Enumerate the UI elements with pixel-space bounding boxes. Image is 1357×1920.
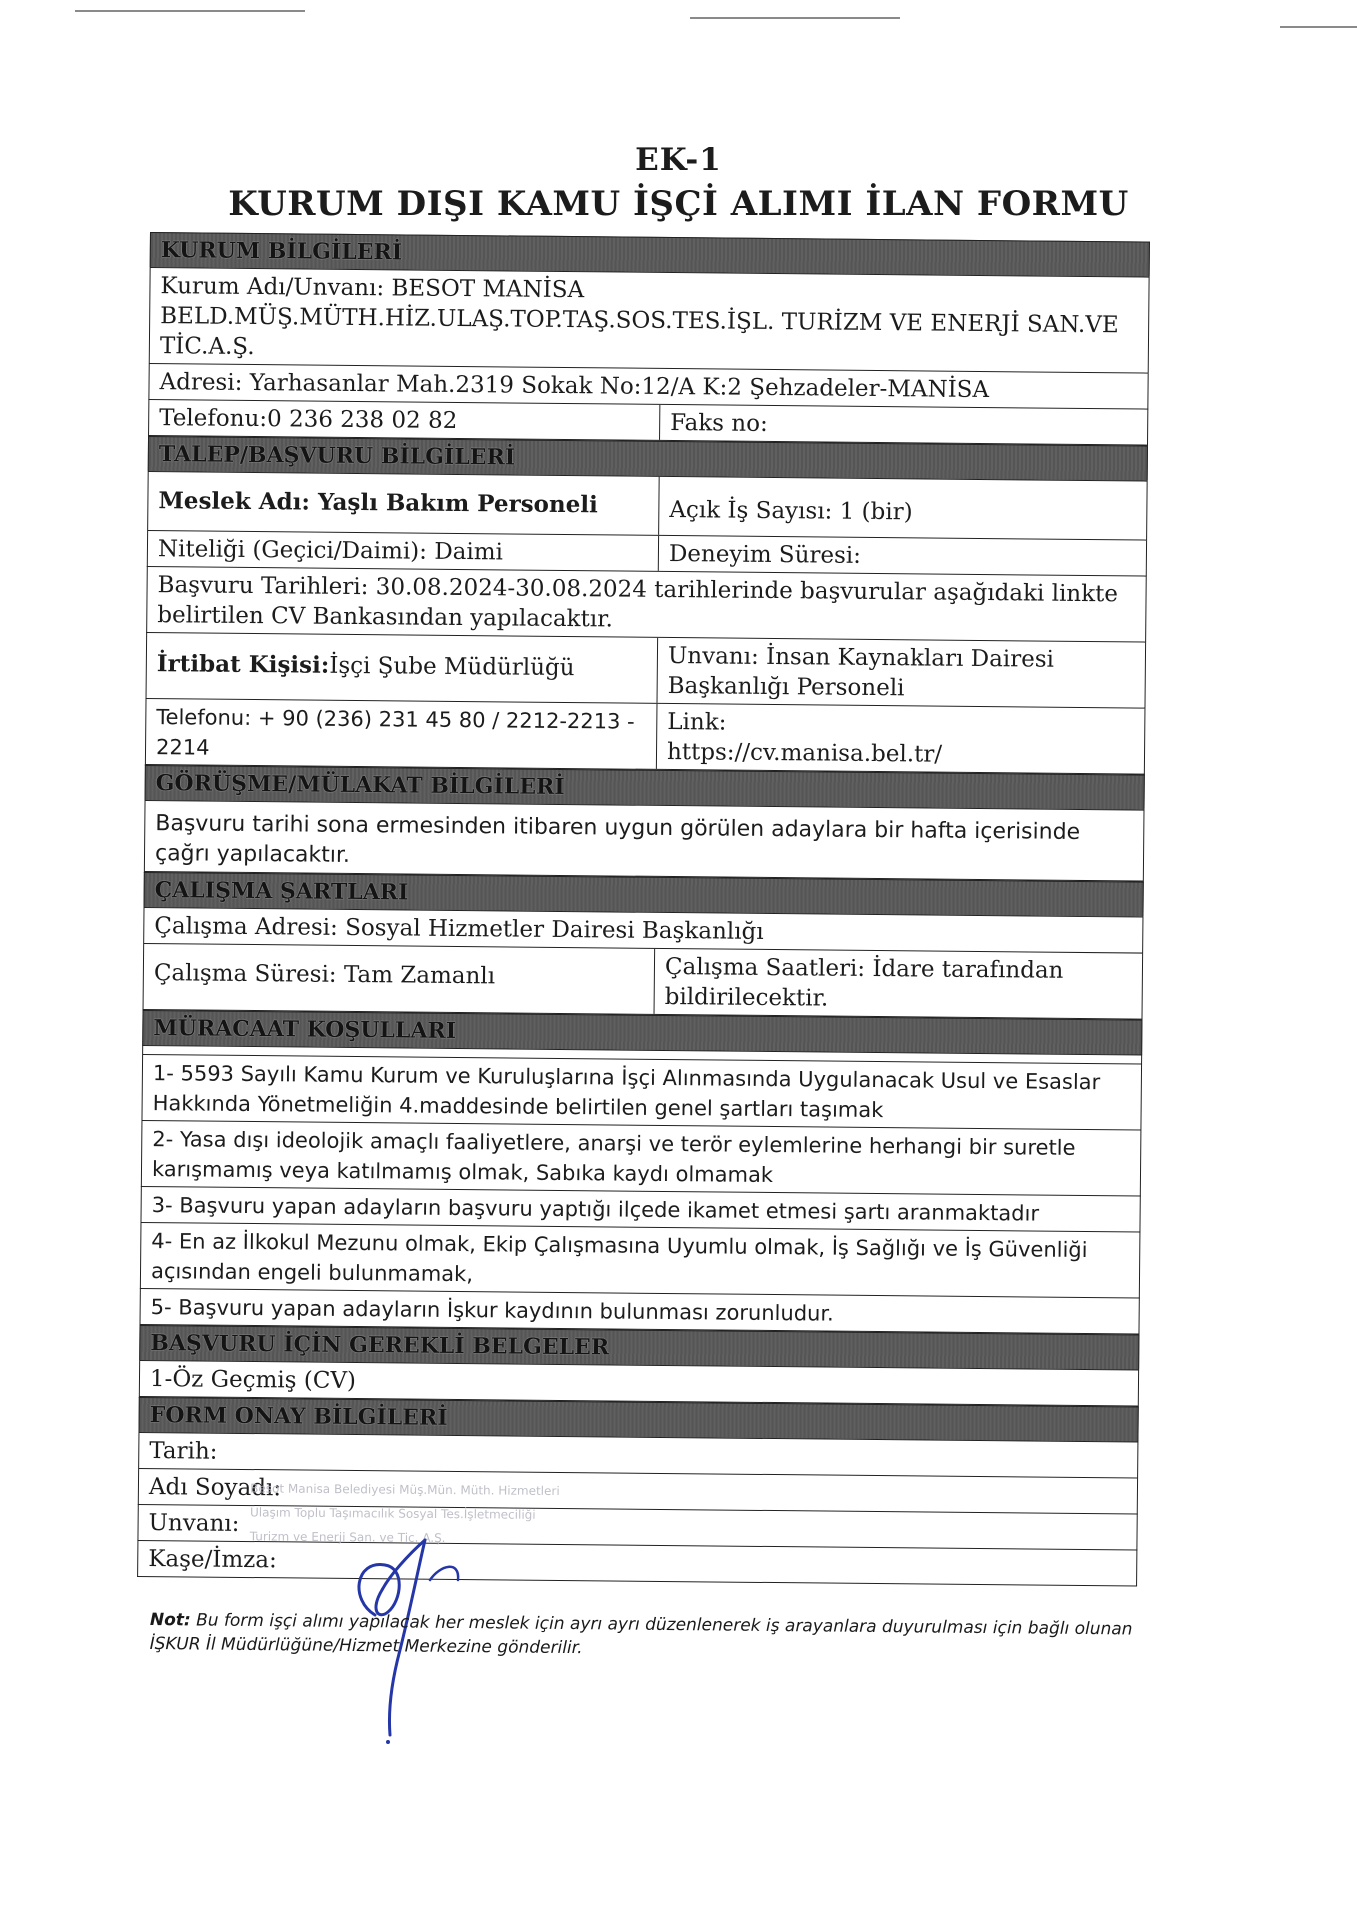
- note-label: Not:: [149, 1609, 191, 1631]
- kosul-2-row: [141, 1121, 1142, 1197]
- irtibat-value: İşçi Şube Müdürlüğü: [329, 652, 575, 682]
- meslek-row: [147, 471, 1148, 541]
- calisma-sure-row: [143, 944, 1144, 1020]
- basvuru-tarihleri: Başvuru Tarihleri: 30.08.2024-30.08.2024 tarihlerinde başvurular aşağıdaki linkte belirtilen CV Bankasından yapılacaktır.: [157, 572, 1119, 633]
- belge-item: 1-Öz Geçmiş (CV): [149, 1366, 357, 1395]
- gorusme-text: Başvuru tarihi sona ermesinden itibaren uygun görülen adaylara bir hafta içerisinde çağrı yapılacaktır.: [154, 811, 1081, 868]
- onay-kase-imza: Kaşe/İmza:: [148, 1546, 277, 1574]
- kosul-item: 2- Yasa dışı ideolojik amaçlı faaliyetlere, anarşi ve terör eylemlerine herhangi bir suretle karışmamış veya katılmamış olmak, Sabıka kaydı olmamak: [151, 1127, 1076, 1188]
- section-calisma-sartlari: ÇALIŞMA ŞARTLARI: [144, 872, 1144, 917]
- note-text: Bu form işçi alımı yapılacak her meslek için ayrı ayrı düzenlenerek iş arayanlara duyurulması için bağlı olunan İŞKUR İl Müdürlüğüne/Hizmet Merkezine gönderilir.: [149, 1610, 1133, 1659]
- acik-is-sayisi: Açık İş Sayısı: 1 (bir): [669, 496, 913, 526]
- kosul-item: 5- Başvuru yapan adayların İşkur kaydının bulunması zorunludur.: [150, 1295, 834, 1326]
- scan-artifact-line: [1280, 26, 1357, 28]
- kosul-item: 1- 5593 Sayılı Kamu Kurum ve Kuruluşlarına İşçi Alınmasında Uygulanacak Usul ve Esaslar Hakkında Yönetmeliğin 4.maddesinde belirtilen genel şartları taşımak: [152, 1061, 1101, 1123]
- kosul-item: 4- En az İlkokul Mezunu olmak, Ekip Çalışmasına Uyumlu olmak, İş Sağlığı ve İş Güvenliği açısından engeli bulunmamak,: [150, 1229, 1088, 1287]
- calisma-suresi: Çalışma Süresi: Tam Zamanlı: [144, 944, 656, 1014]
- basvuru-tarihleri-row: [146, 567, 1147, 643]
- calisma-saatleri: Çalışma Saatleri: İdare tarafından bildirilecektir.: [664, 953, 1064, 1012]
- irtibat-kisisi: [147, 633, 659, 703]
- deneyim-suresi: Deneyim Süresi:: [668, 540, 862, 569]
- link-label: Link:: [667, 708, 727, 736]
- irtibat-unvan: Unvanı: İnsan Kaynakları Dairesi Başkanlığı Personeli: [667, 642, 1055, 702]
- cv-bank-link[interactable]: https://cv.manisa.bel.tr/: [666, 738, 943, 768]
- kosul-1-row: [141, 1054, 1142, 1131]
- kurum-phone: Telefonu:0 236 238 02 82: [149, 400, 660, 440]
- kurum-address: Adresi: Yarhasanlar Mah.2319 Sokak No:12/A K:2 Şehzadeler-MANİSA: [159, 369, 990, 404]
- section-muracaat-kosullari: MÜRACAAT KOŞULLARI: [142, 1010, 1142, 1055]
- form-note: [150, 1608, 1160, 1666]
- gorusme-row: [144, 800, 1145, 882]
- annex-label: EK-1: [635, 142, 722, 178]
- section-gerekli-belgeler: BAŞVURU İÇİN GEREKLİ BELGELER: [139, 1325, 1139, 1370]
- niteligi: Niteliği (Geçici/Daimi): Daimi: [148, 531, 659, 571]
- kurum-name-line2: BELD.MÜŞ.MÜTH.HİZ.ULAŞ.TOP.TAŞ.SOS.TES.İŞL. TURİZM VE ENERJİ SAN.VE TİC.A.Ş.: [159, 303, 1119, 361]
- onay-tarih: Tarih:: [149, 1438, 218, 1465]
- calisma-adresi: Çalışma Adresi: Sosyal Hizmetler Dairesi Başkanlığı: [154, 913, 764, 945]
- form-title: KURUM DIŞI KAMU İŞÇİ ALIMI İLAN FORMU: [228, 184, 1129, 224]
- form-table: [137, 232, 1150, 1587]
- kurum-fax: Faks no:: [670, 410, 768, 437]
- section-talep-basvuru: TALEP/BAŞVURU BİLGİLERİ: [148, 436, 1148, 481]
- onay-adi-soyadi: Adı Soyadı:: [148, 1474, 282, 1502]
- scan-artifact-line: [690, 17, 900, 19]
- irtibat-label: İrtibat Kişisi:: [156, 650, 330, 679]
- kosul-4-row: [140, 1223, 1141, 1299]
- kurum-name-row: [149, 267, 1150, 374]
- scan-artifact-line: [75, 10, 305, 12]
- onay-unvan: Unvanı:: [148, 1510, 240, 1537]
- section-form-onay: FORM ONAY BİLGİLERİ: [138, 1397, 1138, 1442]
- section-kurum-bilgileri: KURUM BİLGİLERİ: [150, 232, 1150, 277]
- company-stamp: Besot Manisa Belediyesi Müş.Mün. Müth. Hizmetleri Ulaşım Toplu Taşımacılık Sosyal Tes.İşletmeciliği Turizm ve Enerji San. ve Tic. A.Ş.: [249, 1481, 560, 1546]
- meslek-adi: Meslek Adı: Yaşlı Bakım Personeli: [148, 472, 660, 535]
- section-gorusme-mulakat: GÖRÜŞME/MÜLAKAT BİLGİLERİ: [145, 765, 1145, 810]
- irtibat-telefon: Telefonu: + 90 (236) 231 45 80 / 2212-2213 - 2214: [146, 699, 658, 769]
- kurum-name-line1: Kurum Adı/Unvanı: BESOT MANİSA: [160, 273, 585, 304]
- irtibat-row: [146, 633, 1147, 709]
- telefon-link-row: [145, 699, 1146, 775]
- kosul-item: 3- Başvuru yapan adayların başvuru yaptığı ilçede ikamet etmesi şartı aranmaktadır: [151, 1193, 1040, 1226]
